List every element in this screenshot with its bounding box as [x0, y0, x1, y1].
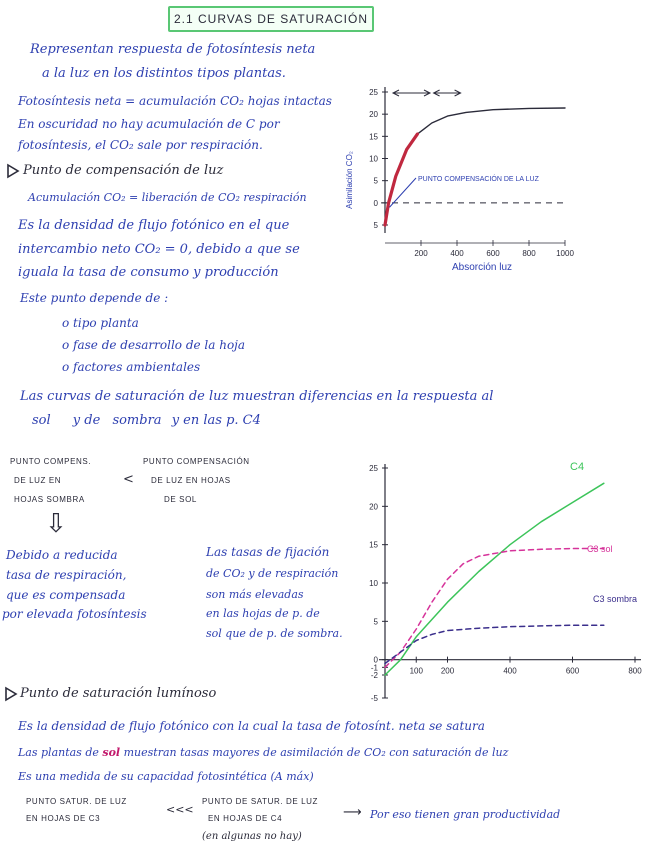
chart2-x-tick-label: 800 [628, 666, 642, 676]
chart2-y-tick-label: -2 [370, 671, 378, 680]
reason-line-1: Debido a reducida [6, 548, 118, 562]
c3-point-line-2: EN HOJAS DE C3 [26, 814, 101, 823]
chart2-x-tick-label: 600 [565, 666, 580, 676]
chart1-curve [385, 108, 565, 225]
rates-line-2: de CO₂ y de respiración [206, 567, 339, 580]
rates-line-4: en las hojas de p. de [206, 607, 320, 620]
series-label-c3-sombra: C3 sombra [593, 594, 638, 604]
depends-label: Este punto depende de : [20, 291, 169, 305]
rates-line-1: Las tasas de fijación [206, 545, 330, 559]
shade-point-line-3: HOJAS SOMBRA [14, 495, 85, 504]
chart2-x-tick-label: 200 [440, 666, 455, 676]
curves-line-1: Las curvas de saturación de luz muestran diferencias en la respuesta al [20, 389, 494, 404]
chart1-ylabel: Asimilación CO₂ [345, 151, 354, 209]
factor-item: o factores ambientales [62, 360, 201, 374]
factor-item: o fase de desarrollo de la hoja [62, 338, 246, 352]
shade-point-line-2: DE LUZ EN [14, 476, 62, 485]
compensation-def-2: intercambio neto CO₂ = 0, debido a que se [18, 242, 300, 257]
intro-line-5: fotosíntesis, el CO₂ sale por respiración. [18, 138, 263, 152]
plant-type-chart [355, 452, 655, 704]
chart2-y-tick-label: 10 [369, 579, 378, 588]
right-arrow-icon: ⟶ [343, 805, 362, 820]
rates-line-5: sol que de p. de sombra. [206, 627, 343, 640]
intro-line-3: Fotosíntesis neta = acumulación CO₂ hojas intactas [18, 94, 332, 108]
c4-point-line-3: (en algunas no hay) [202, 831, 302, 842]
chart1-y-tick-label: 5 [373, 176, 378, 186]
chart1-y-tick-label: 15 [369, 132, 378, 142]
and-of-word: y de [72, 413, 101, 428]
chart1-xlabel: Absorción luz [451, 262, 513, 273]
chart1-y-tick-label: 20 [369, 110, 378, 120]
reason-line-3: que es compensada [6, 588, 126, 602]
chart1-x-tick-label: 800 [522, 249, 536, 258]
sun-point-line-1: PUNTO COMPENSACIÓN [143, 457, 250, 466]
sun-plants-sol: sol [102, 746, 121, 759]
chart2-x-tick-label: 400 [503, 666, 517, 676]
intro-line-2: a la luz en los distintos tipos plantas. [42, 66, 286, 81]
sun-point-line-2: DE LUZ EN HOJAS [151, 476, 231, 485]
triangle-bullet-icon [4, 686, 18, 706]
intro-line-4: En oscuridad no hay acumulación de C por [18, 117, 280, 131]
compensation-heading: Punto de compensación de luz [23, 163, 224, 178]
c3-point-line-1: PUNTO SATUR. DE LUZ [26, 797, 127, 806]
series-label-c4: C4 [570, 461, 585, 473]
light-response-chart [340, 80, 580, 275]
c4-phrase: y en las p. C4 [171, 413, 261, 428]
sombra-word: sombra [112, 413, 162, 428]
saturation-heading: Punto de saturación lumínoso [20, 686, 217, 701]
c4-point-line-2: EN HOJAS DE C4 [208, 814, 283, 823]
chart1-range-arrow-2 [434, 90, 461, 96]
factor-item: o tipo planta [62, 316, 139, 330]
sun-plants-c: muestran tasas mayores de asimilación de CO₂ con saturación de luz [123, 746, 509, 759]
compensation-def-1: Es la densidad de flujo fotónico en el que [18, 218, 290, 233]
saturation-def: Es la densidad de flujo fotónico con la cual la tasa de fotosínt. neta se satura [18, 719, 485, 733]
sun-plants-line [18, 746, 508, 759]
chart2-y-tick-label: 0 [373, 655, 378, 665]
chart2-y-tick-label: 5 [373, 617, 378, 627]
sol-word: sol [32, 413, 51, 428]
chart1-x-tick-label: 200 [414, 249, 428, 258]
chart2-y-tick-label: 20 [369, 502, 378, 512]
compensation-def-3: iguala la tasa de consumo y producción [18, 265, 279, 280]
page-title: 2.1 CURVAS DE SATURACIÓN [168, 6, 374, 32]
chart1-red-segment [385, 134, 417, 225]
capacity-line: Es una medida de su capacidad fotosintética (A máx) [18, 770, 314, 783]
chart2-y-tick-label: -1 [370, 663, 378, 673]
series-label-c3-sol: C3 sol [587, 544, 613, 554]
sun-point-line-3: DE SOL [164, 495, 197, 504]
rates-line-3: son más elevadas [206, 588, 304, 601]
compensation-annotation: PUNTO COMPENSACIÓN DE LA LUZ [418, 176, 539, 183]
triangle-bullet-icon [6, 163, 20, 183]
shade-point-line-1: PUNTO COMPENS. [10, 457, 92, 466]
chart2-y-tick-label: 25 [369, 464, 378, 473]
c4-point-line-1: PUNTO DE SATUR. DE LUZ [202, 797, 319, 806]
productivity-line: Por eso tienen gran productividad [370, 808, 561, 821]
chart2-y-tick-label: -5 [370, 694, 378, 703]
chart2-series-c4 [385, 483, 604, 675]
chart1-y-tick-label: 25 [369, 88, 378, 97]
curves-line-2 [32, 413, 261, 428]
reason-line-4: por elevada fotosíntesis [2, 607, 147, 621]
reason-line-2: tasa de respiración, [6, 568, 127, 582]
chart1-y-tick-label: 0 [373, 198, 378, 208]
chart1-x-tick-label: 400 [450, 249, 464, 258]
chart2-series-c3-sol [385, 549, 604, 668]
chart2-series-c3-sombra [385, 625, 604, 663]
chart2-x-tick-label: 100 [409, 666, 423, 676]
less-than-symbol: < [123, 472, 134, 487]
chart1-y-tick-label: 10 [369, 154, 378, 164]
sun-plants-a: Las plantas de [18, 746, 99, 759]
chart2-y-tick-label: 15 [369, 540, 378, 550]
chart1-x-tick-label: 1000 [556, 249, 574, 258]
down-arrow-icon: ⇩ [45, 509, 67, 539]
intro-line-1: Representan respuesta de fotosíntesis neta [30, 42, 316, 57]
chart1-y-tick-label: 5 [373, 221, 378, 230]
much-less-symbol: <<< [166, 803, 194, 816]
compensation-formula: Acumulación CO₂ = liberación de CO₂ respiración [28, 191, 307, 204]
chart1-x-tick-label: 600 [486, 249, 500, 258]
